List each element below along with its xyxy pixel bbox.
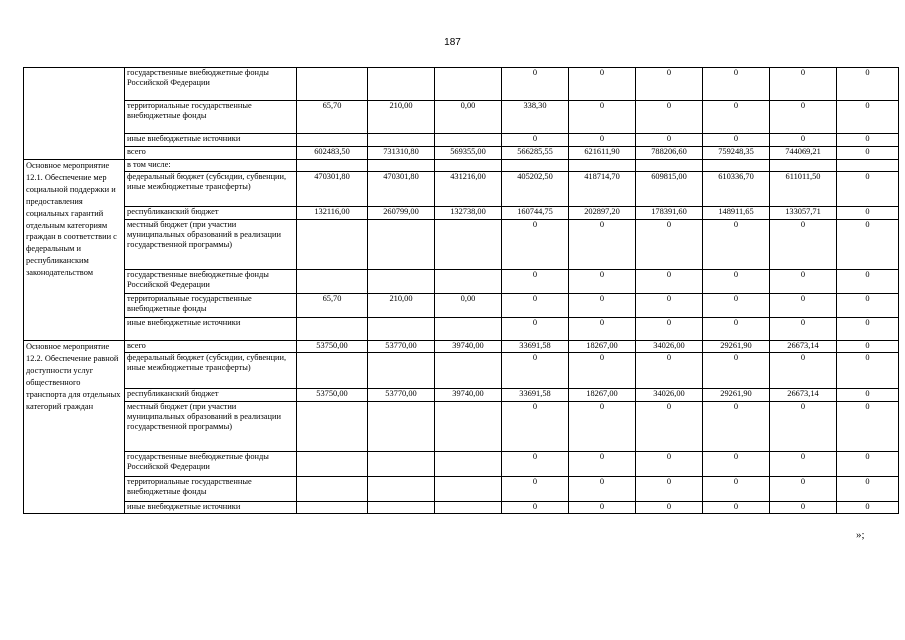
value-cell: [368, 318, 435, 341]
value-cell: [569, 160, 636, 172]
value-cell: [297, 452, 368, 477]
source-label: иные внебюджетные источники: [125, 502, 297, 514]
value-cell: [703, 160, 770, 172]
value-cell: 39740,00: [435, 341, 502, 353]
table-row: [24, 502, 899, 514]
value-cell: 731310,80: [368, 147, 435, 160]
value-cell: [636, 160, 703, 172]
value-cell: 0: [837, 318, 899, 341]
table-row: [24, 402, 899, 452]
table-row: [24, 353, 899, 389]
source-label: республиканский бюджет: [125, 207, 297, 220]
source-label: федеральный бюджет (субсидии, субвенции, иные межбюджетные трансферты): [125, 353, 297, 389]
table-row: [24, 172, 899, 207]
value-cell: 53770,00: [368, 389, 435, 402]
event-12-2-name: Основное мероприятие 12.2. Обеспечение равной доступности услуг общественного транспорта для отдельных категорий граждан: [24, 341, 125, 514]
source-label: иные внебюджетные источники: [125, 318, 297, 341]
value-cell: 0: [636, 101, 703, 134]
value-cell: 0: [837, 477, 899, 502]
value-cell: 0: [837, 101, 899, 134]
value-cell: 621611,90: [569, 147, 636, 160]
value-cell: 34026,00: [636, 389, 703, 402]
value-cell: 0: [837, 207, 899, 220]
event-name-continued: [24, 68, 125, 160]
value-cell: 0: [569, 220, 636, 270]
value-cell: 0: [502, 270, 569, 294]
value-cell: 609815,00: [636, 172, 703, 207]
value-cell: 0: [636, 134, 703, 147]
value-cell: 202897,20: [569, 207, 636, 220]
value-cell: 178391,60: [636, 207, 703, 220]
value-cell: 0: [770, 101, 837, 134]
value-cell: 29261,90: [703, 341, 770, 353]
table-row: [24, 147, 899, 160]
value-cell: 0: [703, 270, 770, 294]
table-row: [24, 207, 899, 220]
value-cell: [297, 318, 368, 341]
value-cell: 0: [502, 452, 569, 477]
value-cell: 0: [569, 294, 636, 318]
value-cell: [368, 68, 435, 101]
value-cell: 0: [703, 402, 770, 452]
value-cell: [368, 502, 435, 514]
value-cell: 0: [837, 270, 899, 294]
value-cell: 39740,00: [435, 389, 502, 402]
value-cell: 34026,00: [636, 341, 703, 353]
source-label: территориальные государственные внебюджетные фонды: [125, 294, 297, 318]
value-cell: 18267,00: [569, 389, 636, 402]
value-cell: 0: [502, 318, 569, 341]
budget-table: [23, 67, 899, 514]
source-label: государственные внебюджетные фонды Российской Федерации: [125, 452, 297, 477]
source-label: местный бюджет (при участии муниципальных образований в реализации государственной программы): [125, 220, 297, 270]
value-cell: [297, 353, 368, 389]
value-cell: 0: [636, 68, 703, 101]
value-cell: 0: [569, 318, 636, 341]
table-row: [24, 294, 899, 318]
value-cell: 0: [703, 318, 770, 341]
value-cell: [368, 452, 435, 477]
value-cell: 0: [569, 353, 636, 389]
value-cell: [435, 134, 502, 147]
value-cell: 0: [636, 318, 703, 341]
value-cell: [502, 160, 569, 172]
value-cell: 53770,00: [368, 341, 435, 353]
value-cell: 0: [837, 220, 899, 270]
value-cell: [435, 502, 502, 514]
value-cell: 0: [569, 502, 636, 514]
value-cell: 132738,00: [435, 207, 502, 220]
value-cell: 0: [569, 270, 636, 294]
value-cell: [837, 160, 899, 172]
value-cell: 0: [770, 402, 837, 452]
value-cell: [368, 353, 435, 389]
value-cell: 0: [837, 389, 899, 402]
value-cell: 0: [502, 220, 569, 270]
value-cell: 0: [703, 353, 770, 389]
source-label: территориальные государственные внебюджетные фонды: [125, 101, 297, 134]
value-cell: 0: [703, 502, 770, 514]
value-cell: 0: [837, 134, 899, 147]
value-cell: 470301,80: [297, 172, 368, 207]
value-cell: 759248,35: [703, 147, 770, 160]
value-cell: 602483,50: [297, 147, 368, 160]
value-cell: 0: [569, 68, 636, 101]
value-cell: 65,70: [297, 294, 368, 318]
table-row: [24, 101, 899, 134]
value-cell: 0: [569, 477, 636, 502]
value-cell: 0: [569, 134, 636, 147]
value-cell: 569355,00: [435, 147, 502, 160]
table-row: [24, 318, 899, 341]
value-cell: 338,30: [502, 101, 569, 134]
value-cell: [368, 134, 435, 147]
value-cell: 0: [502, 294, 569, 318]
value-cell: 0: [837, 341, 899, 353]
value-cell: 0: [636, 402, 703, 452]
table-row: [24, 341, 899, 353]
value-cell: 0: [502, 402, 569, 452]
table-row: [24, 134, 899, 147]
value-cell: 0: [770, 477, 837, 502]
table-row: [24, 389, 899, 402]
value-cell: 0: [636, 452, 703, 477]
value-cell: 260799,00: [368, 207, 435, 220]
value-cell: 0: [569, 452, 636, 477]
source-label: всего: [125, 147, 297, 160]
value-cell: 0: [636, 353, 703, 389]
value-cell: 26673,14: [770, 341, 837, 353]
value-cell: 0: [837, 147, 899, 160]
value-cell: [435, 220, 502, 270]
source-label: всего: [125, 341, 297, 353]
value-cell: 431216,00: [435, 172, 502, 207]
value-cell: 0: [770, 220, 837, 270]
value-cell: 744069,21: [770, 147, 837, 160]
closing-quote-mark: »;: [856, 529, 865, 541]
value-cell: 0: [837, 294, 899, 318]
value-cell: [435, 270, 502, 294]
source-label: республиканский бюджет: [125, 389, 297, 402]
value-cell: 133057,71: [770, 207, 837, 220]
value-cell: 0: [770, 452, 837, 477]
value-cell: [368, 477, 435, 502]
value-cell: 33691,58: [502, 389, 569, 402]
value-cell: 0: [770, 318, 837, 341]
value-cell: 132116,00: [297, 207, 368, 220]
event-12-1-name: Основное мероприятие 12.1. Обеспечение мер социальной поддержки и предоставления социальных гарантий отдельным категориям граждан в соответствии с федеральным и республиканским законодательством: [24, 160, 125, 341]
value-cell: 0: [770, 134, 837, 147]
value-cell: 566285,55: [502, 147, 569, 160]
value-cell: [435, 68, 502, 101]
value-cell: 0: [837, 353, 899, 389]
value-cell: 210,00: [368, 101, 435, 134]
value-cell: 470301,80: [368, 172, 435, 207]
value-cell: 0: [502, 134, 569, 147]
value-cell: 53750,00: [297, 389, 368, 402]
value-cell: [297, 270, 368, 294]
value-cell: [297, 502, 368, 514]
source-label: местный бюджет (при участии муниципальных образований в реализации государственной программы): [125, 402, 297, 452]
value-cell: [297, 402, 368, 452]
value-cell: 418714,70: [569, 172, 636, 207]
value-cell: 210,00: [368, 294, 435, 318]
value-cell: 0,00: [435, 101, 502, 134]
value-cell: [435, 318, 502, 341]
table-row: [24, 270, 899, 294]
value-cell: [368, 160, 435, 172]
source-label: государственные внебюджетные фонды Российской Федерации: [125, 68, 297, 101]
value-cell: 0: [636, 220, 703, 270]
value-cell: 0: [837, 502, 899, 514]
value-cell: 0: [770, 294, 837, 318]
budget-table-body: [24, 68, 899, 514]
value-cell: 0: [502, 477, 569, 502]
value-cell: 26673,14: [770, 389, 837, 402]
value-cell: 0: [703, 294, 770, 318]
value-cell: 18267,00: [569, 341, 636, 353]
value-cell: 33691,58: [502, 341, 569, 353]
value-cell: 0: [703, 68, 770, 101]
value-cell: [297, 220, 368, 270]
value-cell: 788206,60: [636, 147, 703, 160]
value-cell: 405202,50: [502, 172, 569, 207]
table-row: [24, 160, 899, 172]
value-cell: 0: [770, 502, 837, 514]
source-label: территориальные государственные внебюджетные фонды: [125, 477, 297, 502]
value-cell: [770, 160, 837, 172]
value-cell: 0: [502, 353, 569, 389]
value-cell: 0: [636, 477, 703, 502]
value-cell: 29261,90: [703, 389, 770, 402]
value-cell: [297, 477, 368, 502]
value-cell: [297, 68, 368, 101]
value-cell: 0: [703, 101, 770, 134]
value-cell: [297, 134, 368, 147]
value-cell: 610336,70: [703, 172, 770, 207]
value-cell: [368, 220, 435, 270]
value-cell: 0: [837, 452, 899, 477]
value-cell: 0: [703, 220, 770, 270]
value-cell: [368, 270, 435, 294]
value-cell: 53750,00: [297, 341, 368, 353]
value-cell: 0: [703, 477, 770, 502]
value-cell: 0: [770, 68, 837, 101]
value-cell: 0: [837, 172, 899, 207]
value-cell: [368, 402, 435, 452]
value-cell: 0: [837, 402, 899, 452]
table-row: [24, 452, 899, 477]
value-cell: [435, 160, 502, 172]
value-cell: 611011,50: [770, 172, 837, 207]
table-row: [24, 68, 899, 101]
value-cell: 148911,65: [703, 207, 770, 220]
source-label: федеральный бюджет (субсидии, субвенции, иные межбюджетные трансферты): [125, 172, 297, 207]
value-cell: [435, 452, 502, 477]
source-label: в том числе:: [125, 160, 297, 172]
value-cell: 0: [770, 353, 837, 389]
value-cell: [435, 477, 502, 502]
value-cell: 0,00: [435, 294, 502, 318]
value-cell: 0: [569, 402, 636, 452]
value-cell: [435, 353, 502, 389]
value-cell: [297, 160, 368, 172]
table-row: [24, 477, 899, 502]
page-number: 187: [444, 37, 461, 48]
value-cell: 0: [502, 502, 569, 514]
source-label: государственные внебюджетные фонды Российской Федерации: [125, 270, 297, 294]
value-cell: [435, 402, 502, 452]
source-label: иные внебюджетные источники: [125, 134, 297, 147]
value-cell: 0: [636, 502, 703, 514]
value-cell: 0: [837, 68, 899, 101]
table-row: [24, 220, 899, 270]
value-cell: 0: [770, 270, 837, 294]
value-cell: 65,70: [297, 101, 368, 134]
value-cell: 160744,75: [502, 207, 569, 220]
value-cell: 0: [636, 270, 703, 294]
value-cell: 0: [569, 101, 636, 134]
value-cell: 0: [636, 294, 703, 318]
value-cell: 0: [703, 452, 770, 477]
value-cell: 0: [703, 134, 770, 147]
value-cell: 0: [502, 68, 569, 101]
